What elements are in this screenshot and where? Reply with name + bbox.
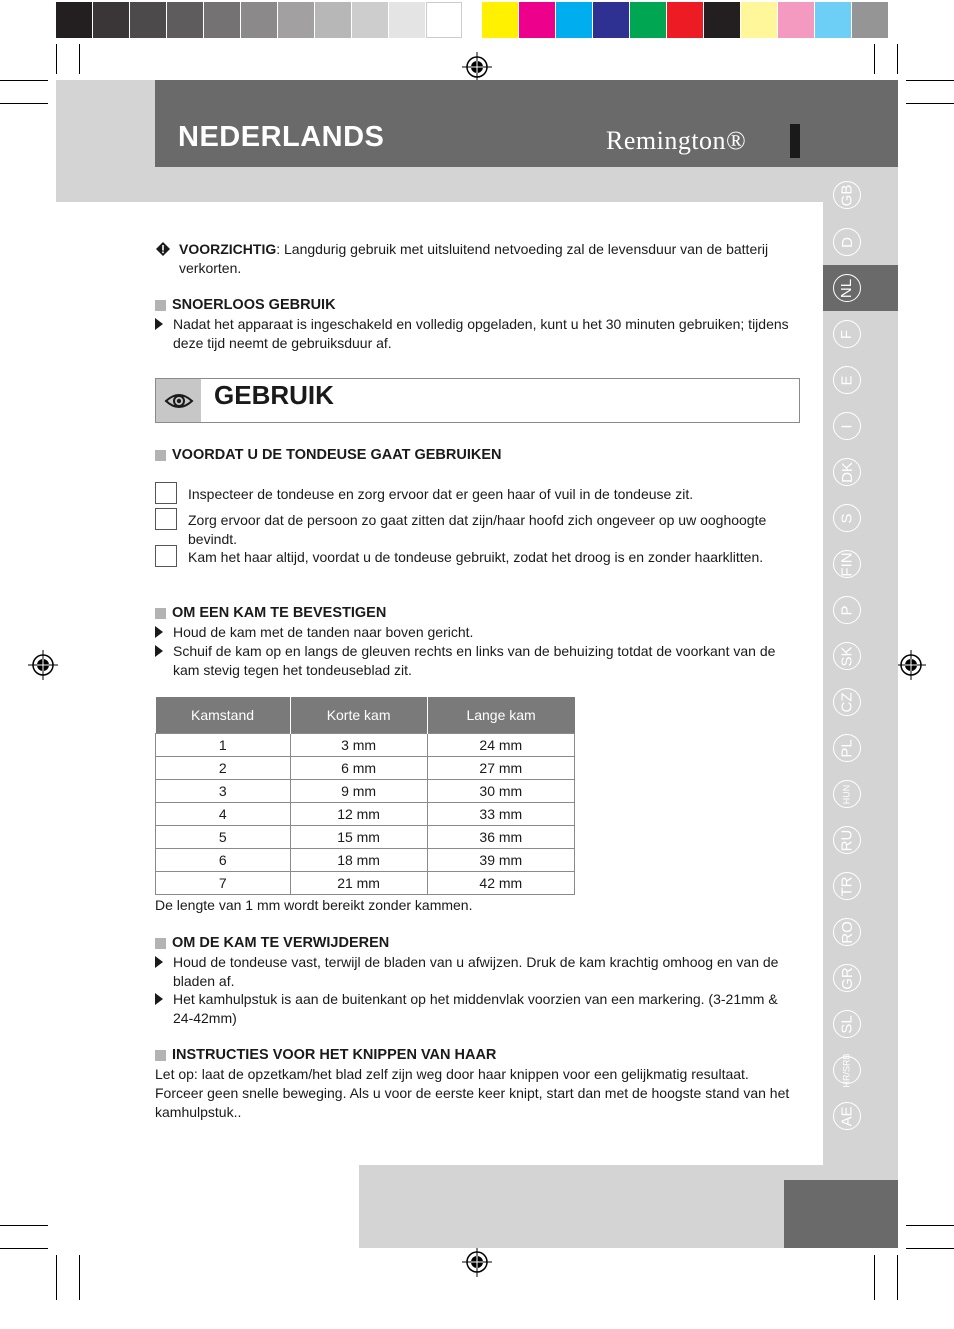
warning-paragraph [155, 240, 800, 278]
lang-tab-f[interactable]: F [833, 320, 861, 348]
table-row: 1 3 mm 24 mm [156, 734, 575, 757]
lang-tab-ro[interactable]: RO [833, 918, 861, 946]
comb-length-table [155, 697, 575, 895]
swatch [389, 2, 426, 38]
swatch [630, 2, 667, 38]
crop-mark [56, 1255, 57, 1300]
swatch [667, 2, 704, 38]
heading-square-icon [155, 1050, 166, 1061]
lang-tab-gb[interactable]: GB [833, 181, 861, 209]
eye-icon [164, 391, 194, 411]
body-paragraph: Let op: laat de opzetkam/het blad zelf zijn weg door haar knippen voor een gelijkmatig resultaat. Forceer geen snelle beweging. Als u voor de eerste keer knipt, start dan met de hoogste stand van het kamhulpstuk.. [155, 1066, 790, 1120]
swatch [778, 2, 815, 38]
checkbox[interactable] [155, 482, 177, 504]
page-number-box [784, 1180, 898, 1248]
lang-tab-ru[interactable]: RU [833, 826, 861, 854]
list-item: Schuif de kam op en langs de gleuven rechts en links van de behuizing totdat de voorkant van de kam stevig tegen het tondeuseblad zit. [155, 642, 800, 680]
registration-mark-icon [462, 1247, 492, 1277]
swatch [519, 2, 556, 38]
table-row: 2 6 mm 27 mm [156, 757, 575, 780]
heading-square-icon [155, 300, 166, 311]
section-heading: INSTRUCTIES VOOR HET KNIPPEN VAN HAAR [155, 1046, 496, 1065]
lang-tab-sl[interactable]: SL [833, 1010, 861, 1038]
section-heading: OM EEN KAM TE BEVESTIGEN [155, 604, 386, 623]
swatch [167, 2, 204, 38]
section-heading: SNOERLOOS GEBRUIK [155, 296, 336, 315]
list-item: Houd de tondeuse vast, terwijl de bladen van u afwijzen. Druk de kam krachtig omhoog en van de bladen af. [155, 953, 800, 991]
crop-mark [897, 1255, 898, 1300]
table-row: 5 15 mm 36 mm [156, 826, 575, 849]
crop-mark [906, 1248, 954, 1249]
table-row: 3 9 mm 30 mm [156, 780, 575, 803]
page-title: NEDERLANDS [178, 121, 385, 153]
column-header: Kamstand [156, 697, 291, 734]
crop-mark [906, 103, 954, 104]
crop-mark [79, 44, 80, 74]
swatch [852, 2, 889, 38]
crop-mark [0, 1225, 48, 1226]
lang-tab-sk[interactable]: SK [833, 642, 861, 670]
swatch [704, 2, 741, 38]
lang-tab-cz[interactable]: CZ [833, 688, 861, 716]
lang-tab-tr[interactable]: TR [833, 872, 861, 900]
heading-square-icon [155, 938, 166, 949]
lang-tab-nl[interactable]: NL [833, 274, 861, 302]
bullet-triangle-icon [155, 318, 163, 330]
swatch [593, 2, 630, 38]
list-item: Nadat het apparaat is ingeschakeld en volledig opgeladen, kunt u het 30 minuten gebruiken; tijdens deze tijd neemt de gebruiksduur af. [155, 315, 800, 353]
lang-tab-s[interactable]: S [833, 504, 861, 532]
gebruik-banner [155, 378, 800, 423]
brand-logo: Remington® [606, 126, 747, 155]
registration-mark-icon [28, 650, 58, 680]
crop-mark [897, 44, 898, 74]
swatch [315, 2, 352, 38]
crop-mark [56, 44, 57, 74]
checkbox[interactable] [155, 545, 177, 567]
bullet-triangle-icon [155, 956, 163, 968]
section-heading: VOORDAT U DE TONDEUSE GAAT GEBRUIKEN [155, 446, 502, 465]
warning-label: VOORZICHTIG [179, 241, 277, 257]
lang-tab-e[interactable]: E [833, 366, 861, 394]
crop-mark [906, 1225, 954, 1226]
table-row: 6 18 mm 39 mm [156, 849, 575, 872]
registration-mark-icon [462, 52, 492, 82]
checklist-item: Zorg ervoor dat de persoon zo gaat zitten dat zijn/haar hoofd zich ongeveer op uw ooghoogte bevindt. [155, 511, 800, 549]
lang-tab-ae[interactable]: AE [833, 1102, 861, 1130]
crop-mark [874, 44, 875, 74]
crop-mark [0, 80, 48, 81]
swatch [741, 2, 778, 38]
swatch [556, 2, 593, 38]
bullet-triangle-icon [155, 993, 163, 1005]
swatch [241, 2, 278, 38]
list-item: Houd de kam met de tanden naar boven gericht. [155, 623, 800, 642]
crop-mark [906, 80, 954, 81]
table-row: 4 12 mm 33 mm [156, 803, 575, 826]
swatch [482, 2, 519, 38]
checkbox[interactable] [155, 508, 177, 530]
bullet-triangle-icon [155, 645, 163, 657]
table-header-row [156, 697, 575, 734]
swatch [278, 2, 315, 38]
lang-tab-gr[interactable]: GR [833, 964, 861, 992]
swatch [815, 2, 852, 38]
lang-tab-dk[interactable]: DK [833, 458, 861, 486]
lang-tab-pl[interactable]: PL [833, 734, 861, 762]
swatch [204, 2, 241, 38]
language-strip [823, 167, 898, 1165]
checklist-item: Kam het haar altijd, voordat u de tondeuse gebruikt, zodat het droog is en zonder haarklitten. [155, 548, 800, 567]
table-note: De lengte van 1 mm wordt bereikt zonder kammen. [155, 897, 473, 913]
registration-mark-icon [896, 650, 926, 680]
lang-tab-fin[interactable]: FIN [833, 550, 861, 578]
bullet-triangle-icon [155, 626, 163, 638]
lang-tab-p[interactable]: P [833, 596, 861, 624]
heading-square-icon [155, 608, 166, 619]
list-item: Het kamhulpstuk is aan de buitenkant op het middenvlak voorzien van een markering. (3-21mm & 24-42mm) [155, 990, 800, 1028]
swatch [426, 2, 462, 38]
color-bar-process [482, 0, 889, 40]
lang-tab-hun[interactable]: HUN [833, 780, 861, 808]
swatch [56, 2, 93, 38]
lang-tab-d[interactable]: D [833, 228, 861, 256]
checklist-item: Inspecteer de tondeuse en zorg ervoor dat er geen haar of vuil in de tondeuse zit. [155, 485, 800, 504]
lang-tab-i[interactable]: I [833, 412, 861, 440]
crop-mark [79, 1255, 80, 1300]
heading-square-icon [155, 450, 166, 461]
section-heading: OM DE KAM TE VERWIJDEREN [155, 934, 389, 953]
crop-mark [0, 103, 48, 104]
column-header: Lange kam [427, 697, 574, 734]
crop-mark [0, 1248, 48, 1249]
brand-bar [790, 124, 800, 158]
swatch [93, 2, 130, 38]
eye-icon-box [156, 379, 201, 422]
column-header: Korte kam [290, 697, 427, 734]
swatch [130, 2, 167, 38]
color-bar-grayscale [56, 0, 462, 40]
crop-mark [874, 1255, 875, 1300]
lang-tab-hr-srb[interactable]: HR/SRB [833, 1056, 861, 1084]
swatch [352, 2, 389, 38]
table-row: 7 21 mm 42 mm [156, 872, 575, 895]
warning-text: : Langdurig gebruik met uitsluitend netvoeding zal de levensduur van de batterij verkorten. [179, 241, 769, 276]
warning-diamond-icon [155, 241, 171, 257]
section-title: GEBRUIK [214, 380, 334, 410]
